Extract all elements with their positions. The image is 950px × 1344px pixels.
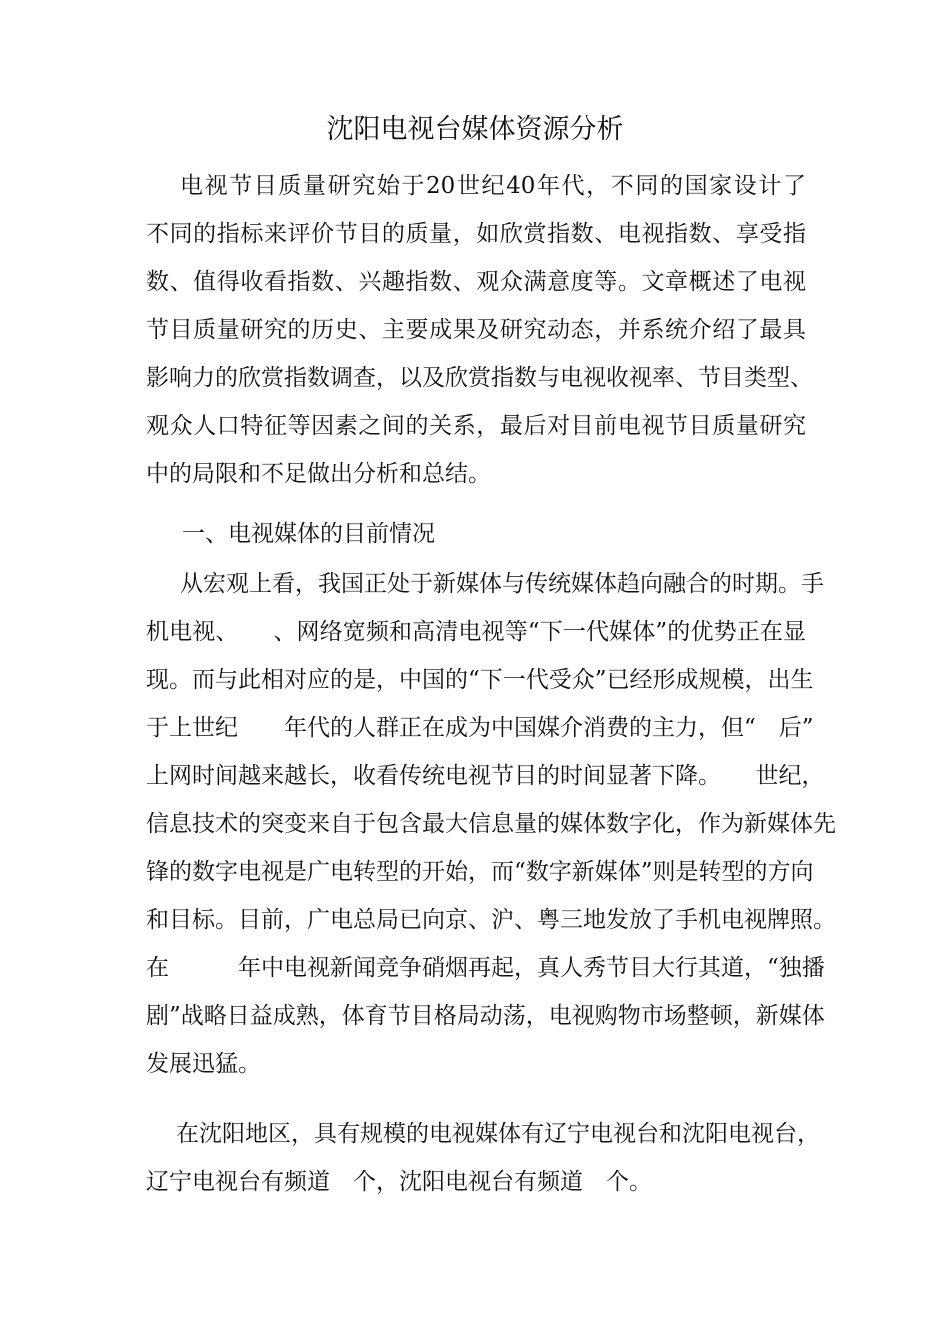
paragraph-line: 从宏观上看，我国正处于新媒体与传统媒体趋向融合的时期。手 — [180, 571, 824, 597]
paragraph-line: 和目标。目前，广电总局已向京、沪、粤三地发放了手机电视牌照。 — [146, 907, 836, 933]
paragraph-line: 剧”战略日益成熟，体育节目格局动荡，电视购物市场整顿，新媒体 — [146, 1003, 825, 1029]
paragraph-line: 数、值得收看指数、兴趣指数、观众满意度等。文章概述了电视 — [146, 269, 806, 295]
paragraph-line: 于上世纪 年代的人群正在成为中国媒介消费的主力，但“ 后” — [146, 715, 814, 741]
paragraph-line: 发展迅猛。 — [146, 1051, 261, 1077]
paragraph-line: 电视节目质量研究始于20世纪40年代，不同的国家设计了 — [180, 173, 806, 199]
paragraph-line: 现。而与此相对应的是，中国的“下一代受众”已经形成规模，出生 — [146, 667, 814, 693]
paragraph-line: 在 年中电视新闻竞争硝烟再起，真人秀节目大行其道，“独播 — [146, 955, 825, 981]
paragraph-line: 辽宁电视台有频道 个，沈阳电视台有频道 个。 — [146, 1169, 652, 1195]
paragraph-line: 上网时间越来越长，收看传统电视节目的时间显著下降。 世纪， — [146, 763, 825, 789]
paragraph-line: 中的局限和不足做出分析和总结。 — [146, 461, 491, 487]
paragraph-line: 信息技术的突变来自于包含最大信息量的媒体数字化，作为新媒体先 — [146, 811, 836, 837]
paragraph-line: 机电视、 、网络宽频和高清电视等“下一代媒体”的优势正在显 — [146, 619, 806, 645]
paragraph-line: 不同的指标来评价节目的质量，如欣赏指数、电视指数、享受指 — [146, 221, 806, 247]
paragraph-line: 锋的数字电视是广电转型的开始，而“数字新媒体”则是转型的方向 — [146, 859, 814, 885]
document-title: 沈阳电视台媒体资源分析 — [326, 114, 624, 145]
paragraph-line: 观众人口特征等因素之间的关系，最后对目前电视节目质量研究 — [146, 413, 806, 439]
section-heading: 一、电视媒体的目前情况 — [182, 521, 435, 547]
paragraph-line: 影响力的欣赏指数调查，以及欣赏指数与电视收视率、节目类型、 — [146, 365, 813, 391]
paragraph-line: 节目质量研究的历史、主要成果及研究动态，并系统介绍了最具 — [146, 317, 806, 343]
paragraph-line: 在沈阳地区，具有规模的电视媒体有辽宁电视台和沈阳电视台， — [176, 1121, 820, 1147]
